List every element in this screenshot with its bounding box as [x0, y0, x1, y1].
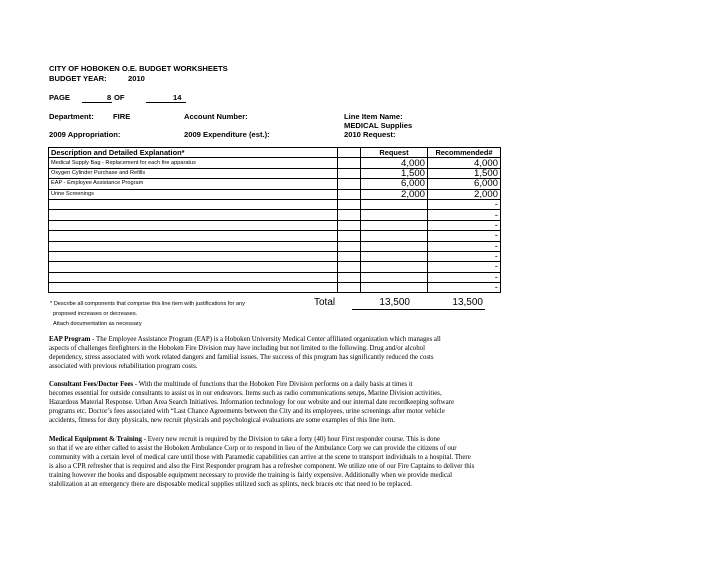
note-line-3: Attach documentation as necessary: [53, 321, 142, 327]
consultant-line: becomes essential for outside consultants to assist us in our endeavors. Items such as radio communications setups, Marine Division activities,: [49, 389, 442, 397]
row-request: 6,000: [361, 179, 428, 189]
expenditure-label: 2009 Expenditure (est.):: [184, 130, 270, 139]
medical-line: - Every new recruit is required by the Division to take a forty (40) hour First responder course. This is done: [141, 436, 440, 443]
row-request: [361, 231, 428, 241]
table-row: [49, 220, 501, 230]
row-description: EAP - Employee Assistance Program: [49, 179, 338, 189]
row-recommended: -: [428, 210, 501, 220]
row-request: 2,000: [361, 189, 428, 199]
table-row: [49, 262, 501, 272]
consultant-heading: Consultant Fees/Doctor Fees: [49, 381, 134, 388]
consultant-paragraph: [49, 381, 695, 426]
note-line-2: proposed increases or decreases.: [53, 311, 138, 317]
row-description: [49, 241, 338, 251]
eap-line: associated with previous rehabilitation program costs.: [49, 362, 198, 370]
medical-line: stabilization at an emergency there are disposable medical supplies utilized such as splints, neck braces etc that need to be replaced.: [49, 480, 413, 488]
total-underline: [352, 309, 485, 310]
medical-heading: Medical Equipment & Training: [49, 436, 142, 443]
table-row: [49, 199, 501, 209]
table-row: [49, 158, 501, 168]
total-label: Total: [314, 297, 336, 308]
table-row: [49, 168, 501, 178]
row-request: 1,500: [361, 168, 428, 178]
row-recommended: -: [428, 262, 501, 272]
header-recommended: Recommended#: [428, 148, 501, 158]
row-recommended: -: [428, 283, 501, 293]
row-recommended: -: [428, 231, 501, 241]
of-label: OF: [114, 93, 125, 102]
row-recommended: 4,000: [428, 158, 501, 168]
eap-paragraph: [49, 336, 695, 372]
row-request: [361, 283, 428, 293]
appropriation-label: 2009 Appropriation:: [49, 130, 121, 139]
budget-year-label: BUDGET YEAR:: [49, 74, 107, 83]
medical-line: is also a CPR refresher that is required and also the First Responder program has a refresher component. We utilize one of our Fire Captains to deliver this: [49, 462, 475, 470]
header-request: Request: [361, 148, 428, 158]
page-number: 8: [107, 93, 112, 102]
total-request: 13,500: [379, 297, 410, 308]
row-request: [361, 272, 428, 282]
total-recommended: 13,500: [452, 297, 483, 308]
consultant-line: Hazardous Material Response. Urban Area Search Initiatives. Information technology for our website and our internal date recordkeeping software: [49, 398, 455, 406]
table-row: [49, 241, 501, 251]
department-label: Department:: [49, 112, 94, 121]
request-label: 2010 Request:: [344, 130, 396, 139]
medical-line: community with a certain level of medical care until those with Paramedic capabilities can arrive at the scene to transport individuals to a hospital. There: [49, 453, 471, 461]
medical-line: so that if we are either called to assist the Hoboken Ambulance Corp or to respond in lieu of the Ambulance Corp we can provide the citizens of our: [49, 444, 457, 452]
row-description: [49, 210, 338, 220]
table-row: [49, 272, 501, 282]
account-number-label: Account Number:: [184, 112, 248, 121]
row-description: Urine Screenings: [49, 189, 338, 199]
table-row: [49, 231, 501, 241]
row-recommended: 6,000: [428, 179, 501, 189]
row-recommended: -: [428, 241, 501, 251]
note-line-1: * Describe all components that comprise this line item with justifications for any: [50, 301, 245, 307]
row-description: [49, 272, 338, 282]
consultant-line: programs etc. Doctor’s fees associated with “Last Chance Agreements between the City and its employees, urine screenings after motor vehicle: [49, 407, 445, 415]
row-description: [49, 262, 338, 272]
page-label: PAGE: [49, 93, 70, 102]
line-item-name-value: MEDICAL Supplies: [344, 121, 413, 130]
total-pages-underline: [146, 102, 186, 103]
table-row: [49, 283, 501, 293]
row-request: [361, 241, 428, 251]
consultant-line: - With the multitude of functions that the Hoboken Fire Division performs on a daily basis at times it: [133, 381, 413, 388]
table-header-row: [49, 148, 501, 158]
row-recommended: -: [428, 251, 501, 261]
table-row: [49, 179, 501, 189]
row-recommended: -: [428, 199, 501, 209]
total-pages: 14: [173, 93, 182, 102]
row-recommended: 1,500: [428, 168, 501, 178]
medical-paragraph: [49, 436, 695, 489]
table-row: [49, 189, 501, 199]
header-spacer: [338, 148, 361, 158]
row-description: [49, 220, 338, 230]
row-request: [361, 199, 428, 209]
row-request: 4,000: [361, 158, 428, 168]
medical-line: training however the books and disposable equipment necessary to provide the training is fairly expensive. Additionally when we provide medical: [49, 471, 452, 479]
report-title: CITY OF HOBOKEN O.E. BUDGET WORKSHEETS: [49, 64, 228, 73]
eap-line: - The Employee Assistance Program (EAP) is a Hoboken University Medical Center affiliated organization which manages all: [90, 336, 441, 343]
row-description: Medical Supply Bag - Replacement for each fire apparatus: [49, 158, 338, 168]
eap-line: dependency, stress associated with work related dangers and familial issues. The success of this program has significantly reduced the costs: [49, 353, 434, 361]
header-description: Description and Detailed Explanation*: [49, 148, 338, 158]
row-description: [49, 199, 338, 209]
row-request: [361, 210, 428, 220]
eap-heading: EAP Program: [49, 336, 91, 343]
row-recommended: 2,000: [428, 189, 501, 199]
budget-table: [48, 147, 501, 293]
budget-year-value: 2010: [128, 74, 145, 83]
eap-line: aspects of challenges firefighters in the Hoboken Fire Division may have including but not limited to the following. Drug and/or alcohol: [49, 344, 426, 352]
page-number-underline: [82, 102, 112, 103]
table-row: [49, 251, 501, 261]
row-request: [361, 220, 428, 230]
row-description: [49, 251, 338, 261]
row-request: [361, 262, 428, 272]
row-recommended: -: [428, 272, 501, 282]
row-description: Oxygen Cylinder Purchase and Refills: [49, 168, 338, 178]
line-item-name-label: Line Item Name:: [344, 112, 403, 121]
row-request: [361, 251, 428, 261]
row-description: [49, 283, 338, 293]
row-recommended: -: [428, 220, 501, 230]
consultant-line: accidents, fitness for duty physicals, new recruit physicals and psychological evaluations are some examples of this line item.: [49, 416, 395, 424]
row-description: [49, 231, 338, 241]
table-row: [49, 210, 501, 220]
department-value: FIRE: [113, 112, 131, 121]
